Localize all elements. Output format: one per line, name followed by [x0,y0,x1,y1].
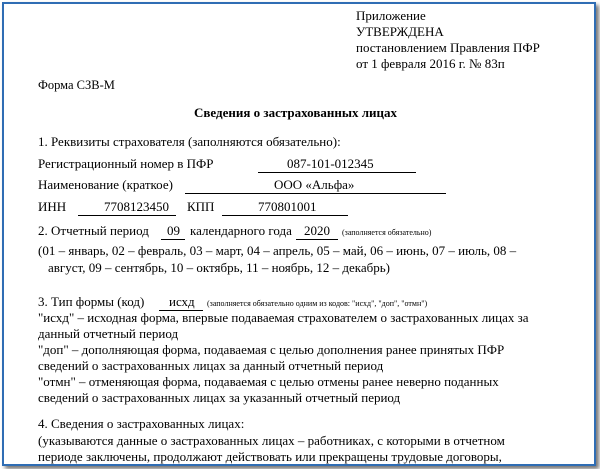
document-title: Сведения о застрахованных лицах [194,105,397,120]
year-value: 2020 [304,223,330,238]
period-value: 09 [167,223,180,238]
period-label: 2. Отчетный период [38,223,149,238]
approved-label: УТВЕРЖДЕНА [356,24,444,39]
kpp-label: КПП [187,199,215,214]
appendix-label: Приложение [356,8,426,23]
kpp-underline [222,215,348,216]
ishd-line-1: "исхд" – исходная форма, впервые подаваемая страхователем о застрахованных лицах за [38,310,529,325]
section1-heading: 1. Реквизиты страхователя (заполняются обязательно): [38,134,341,149]
date-number-label: от 1 февраля 2016 г. № 83п [356,56,505,71]
reg-number-value: 087-101-012345 [287,156,374,171]
section4-line-2: периоде заключены, продолжают действовать или прекращены трудовые договоры, [38,449,502,464]
year-label: календарного года [190,223,292,238]
dop-line-2: сведений о застрахованных лицах за данный отчетный период [38,358,384,373]
company-name-value: ООО «Альфа» [274,177,355,192]
company-name-underline [185,193,446,194]
months-line-1: (01 – январь, 02 – февраль, 03 – март, 04 – апрель, 05 – май, 06 – июнь, 07 – июль, 08 – [38,243,517,258]
form-type-note: (заполняется обязательно одним из кодов: "исхд", "доп", "отмн") [207,299,428,308]
inn-value: 7708123450 [104,199,169,214]
months-line-2: август, 09 – сентябрь, 10 – октябрь, 11 – ноябрь, 12 – декабрь) [48,260,390,275]
period-underline [161,239,185,240]
year-underline [296,239,338,240]
form-type-code: исхд [169,294,195,309]
kpp-value: 770801001 [258,199,317,214]
reg-number-label: Регистрационный номер в ПФР [38,156,214,171]
inn-underline [78,215,176,216]
form-type-label: 3. Тип формы (код) [38,294,145,309]
dop-line-1: "доп" – дополняющая форма, подаваемая с целью дополнения ранее принятых ПФР [38,342,505,357]
section4-heading: 4. Сведения о застрахованных лицах: [38,416,245,431]
company-name-label: Наименование (краткое) [38,177,173,192]
reg-number-underline [258,172,416,173]
section4-line-1: (указываются данные о застрахованных лицах – работниках, с которыми в отчетном [38,433,505,448]
ishd-line-2: данный отчетный период [38,326,179,341]
otmn-line-1: "отмн" – отменяющая форма, подаваемая с целью отмены ранее неверно поданных [38,374,499,389]
resolution-label: постановлением Правления ПФР [356,40,540,55]
inn-label: ИНН [38,199,67,214]
year-note: (заполняется обязательно) [342,228,432,237]
document-frame [2,2,596,466]
otmn-line-2: сведений о застрахованных лицах за указанный отчетный период [38,390,401,405]
form-name: Форма СЗВ-М [38,78,115,92]
